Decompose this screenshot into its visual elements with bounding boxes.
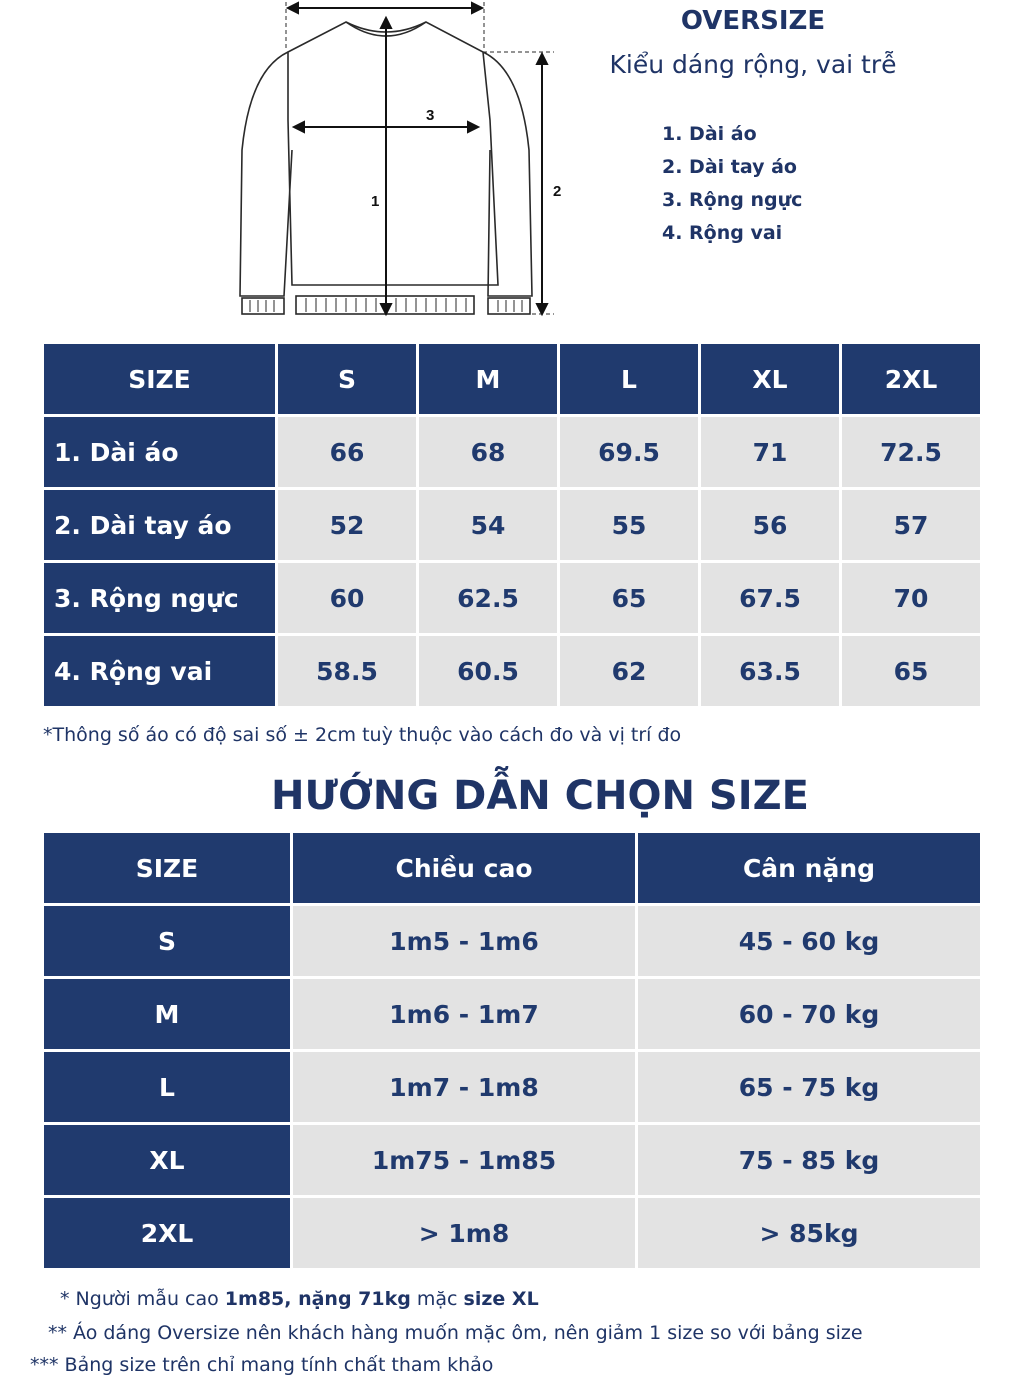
table-row — [44, 979, 980, 1049]
table-cell: 1m6 - 1m7 — [293, 979, 635, 1049]
header-cell: 2XL — [842, 344, 980, 414]
footnote-text: * Người mẫu cao — [60, 1288, 225, 1310]
table-cell: 65 - 75 kg — [638, 1052, 980, 1122]
table-row — [44, 1125, 980, 1195]
table-cell: 72.5 — [842, 417, 980, 487]
table-row — [44, 1198, 980, 1268]
table-cell: 68 — [419, 417, 557, 487]
header-size: SIZE — [44, 344, 275, 414]
legend-item: 3. Rộng ngực — [662, 189, 803, 211]
table-cell: 45 - 60 kg — [638, 906, 980, 976]
measurement-legend — [662, 118, 802, 250]
tolerance-note: *Thông số áo có độ sai số ± 2cm tuỳ thuộc vào cách đo và vị trí đo — [43, 724, 682, 746]
table-header-row — [44, 833, 980, 903]
table-row — [44, 563, 980, 633]
table-cell: 57 — [842, 490, 980, 560]
table-cell: 1m75 - 1m85 — [293, 1125, 635, 1195]
marker-3: 3 — [426, 107, 435, 124]
header-cell: S — [278, 344, 416, 414]
table-cell: 52 — [278, 490, 416, 560]
header-cell: SIZE — [44, 833, 290, 903]
table-row — [44, 906, 980, 976]
table-cell: 62.5 — [419, 563, 557, 633]
header-cell: XL — [701, 344, 839, 414]
table-cell: 70 — [842, 563, 980, 633]
table-cell: 63.5 — [701, 636, 839, 706]
header-cell: Cân nặng — [638, 833, 980, 903]
table-cell: 60 - 70 kg — [638, 979, 980, 1049]
row-label: 2XL — [44, 1198, 290, 1268]
table-cell: 71 — [701, 417, 839, 487]
row-label: L — [44, 1052, 290, 1122]
fit-title: OVERSIZE — [680, 6, 826, 36]
legend-item: 4. Rộng vai — [662, 222, 783, 244]
size-guide-table — [41, 830, 983, 1271]
marker-2: 2 — [553, 183, 562, 200]
row-label: XL — [44, 1125, 290, 1195]
row-label: 4. Rộng vai — [44, 636, 275, 706]
footnote-measure: 1m85, nặng 71kg — [224, 1288, 411, 1310]
table-cell: 1m5 - 1m6 — [293, 906, 635, 976]
header-cell: Chiều cao — [293, 833, 635, 903]
table-cell: 75 - 85 kg — [638, 1125, 980, 1195]
fit-subtitle: Kiểu dáng rộng, vai trễ — [609, 50, 897, 79]
table-cell: 60 — [278, 563, 416, 633]
table-cell: 60.5 — [419, 636, 557, 706]
table-row — [44, 1052, 980, 1122]
footnote-size: size XL — [463, 1288, 539, 1310]
footnote-reference: *** Bảng size trên chỉ mang tính chất tham khảo — [30, 1354, 494, 1376]
table-cell: 1m7 - 1m8 — [293, 1052, 635, 1122]
table-cell: 69.5 — [560, 417, 698, 487]
header-cell: L — [560, 344, 698, 414]
table-cell: > 1m8 — [293, 1198, 635, 1268]
size-spec-table — [41, 341, 983, 709]
size-guide-title: HƯỚNG DẪN CHỌN SIZE — [271, 773, 809, 819]
table-cell: > 85kg — [638, 1198, 980, 1268]
row-label: S — [44, 906, 290, 976]
table-cell: 55 — [560, 490, 698, 560]
row-label: 1. Dài áo — [44, 417, 275, 487]
table-cell: 62 — [560, 636, 698, 706]
table-cell: 66 — [278, 417, 416, 487]
footnote-oversize: ** Áo dáng Oversize nên khách hàng muốn mặc ôm, nên giảm 1 size so với bảng size — [48, 1322, 863, 1344]
legend-item: 2. Dài tay áo — [662, 156, 797, 178]
table-cell: 54 — [419, 490, 557, 560]
table-cell: 56 — [701, 490, 839, 560]
sweater-diagram — [228, 0, 568, 325]
table-cell: 65 — [560, 563, 698, 633]
table-cell: 67.5 — [701, 563, 839, 633]
marker-1: 1 — [371, 193, 380, 210]
table-cell: 58.5 — [278, 636, 416, 706]
table-cell: 65 — [842, 636, 980, 706]
row-label: 2. Dài tay áo — [44, 490, 275, 560]
header-cell: M — [419, 344, 557, 414]
row-label: 3. Rộng ngực — [44, 563, 275, 633]
footnote-model — [60, 1288, 539, 1310]
table-header-row — [44, 344, 980, 414]
legend-item: 1. Dài áo — [662, 123, 757, 145]
footnote-text: mặc — [410, 1288, 464, 1310]
table-row — [44, 636, 980, 706]
row-label: M — [44, 979, 290, 1049]
table-row — [44, 490, 980, 560]
table-row — [44, 417, 980, 487]
